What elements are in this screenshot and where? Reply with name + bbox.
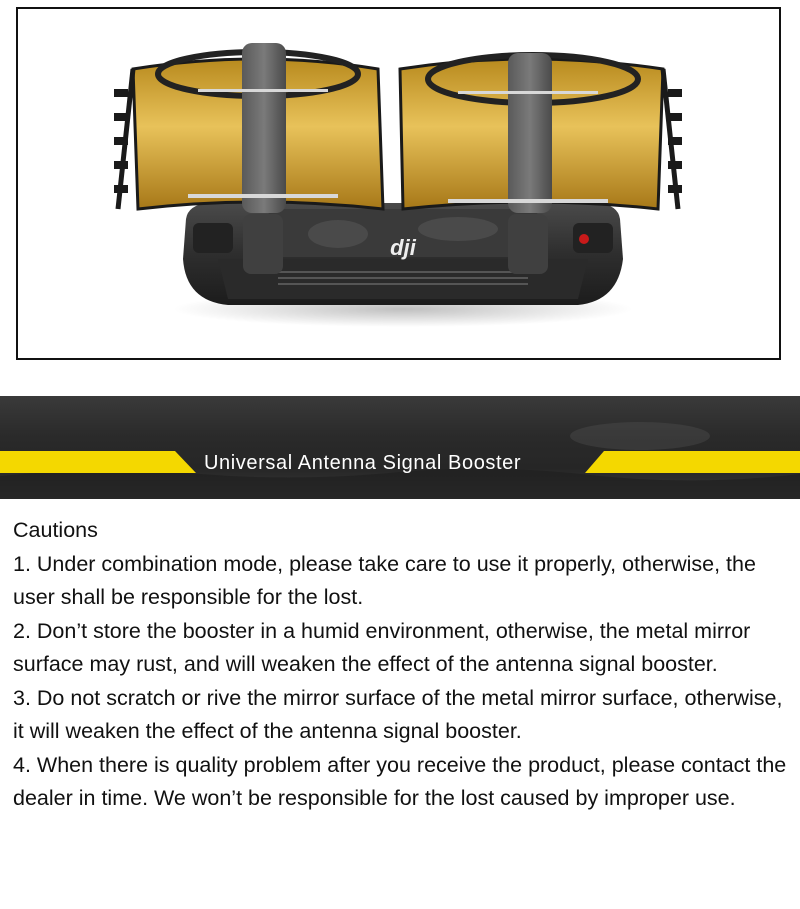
right-antenna-booster-icon bbox=[400, 53, 682, 213]
banner-title: Universal Antenna Signal Booster bbox=[204, 452, 522, 474]
caution-item-4: 4. When there is quality problem after you receive the product, please contact the dealer in time. We won’t be responsible for the lost caused by improper use. bbox=[13, 752, 787, 810]
caution-item-2: 2. Don’t store the booster in a humid environment, otherwise, the metal mirror surface may rust, and will weaken the effect of the antenna signal booster. bbox=[13, 618, 751, 676]
banner-decoration bbox=[0, 396, 800, 499]
caution-item-3: 3. Do not scratch or rive the mirror surface of the metal mirror surface, otherwise, it will weaken the effect of the antenna signal booster. bbox=[13, 685, 783, 743]
banner-left-accent-icon bbox=[0, 451, 196, 473]
record-button-icon bbox=[579, 234, 589, 244]
title-banner bbox=[0, 396, 800, 499]
dji-logo: dji bbox=[390, 235, 416, 260]
remote-controller-illustration bbox=[18, 9, 781, 360]
product-image-frame bbox=[16, 7, 781, 360]
left-antenna-booster-icon bbox=[114, 43, 383, 213]
cautions-heading: Cautions bbox=[13, 518, 98, 542]
caution-item-1: 1. Under combination mode, please take care to use it properly, otherwise, the user shall be responsible for the lost. bbox=[13, 551, 756, 609]
cautions-section bbox=[13, 514, 793, 816]
banner-right-accent-icon bbox=[585, 451, 800, 473]
